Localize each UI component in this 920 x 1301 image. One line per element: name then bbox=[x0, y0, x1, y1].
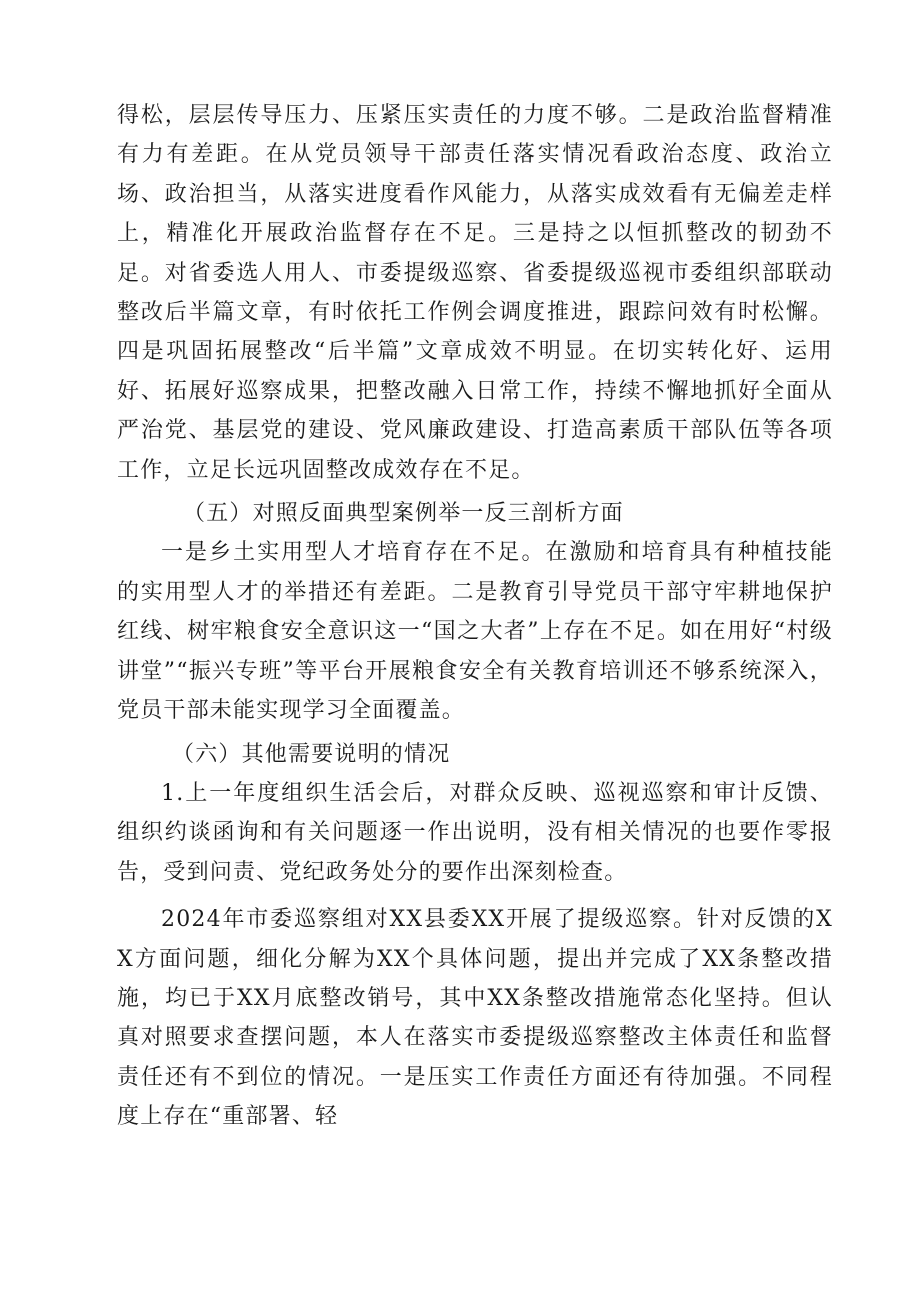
paragraph-inspection-2024: 2024年市委巡察组对XX县委XX开展了提级巡察。针对反馈的XX方面问题，细化分解为XX个具体问题，提出并完成了XX条整改措施，均已于XX月底整改销号，其中XX条整改措施常态化坚持。但认真对照要求查摆问题，本人在落实市委提级巡察整改主体责任和监督责任还有不到位的情况。一是压实工作责任方面还有待加强。不同程度上存在“重部署、轻 bbox=[117, 907, 833, 1130]
paragraph-continued: 得松，层层传导压力、压紧压实责任的力度不够。二是政治监督精准有力有差距。在从党员领导干部责任落实情况看政治态度、政治立场、政治担当，从落实进度看作风能力，从落实成效看有无偏差走样上，精准化开展政治监督存在不足。三是持之以恒抓整改的韧劲不足。对省委选人用人、市委提级巡察、省委提级巡视市委组织部联动整改后半篇文章，有时依托工作例会调度推进，跟踪问效有时松懈。四是巩固拓展整改“后半篇”文章成效不明显。在切实转化好、运用好、拓展好巡察成果，把整改融入日常工作，持续不懈地抓好全面从严治党、基层党的建设、党风廉政建设、打造高素质干部队伍等各项工作，立足长远巩固整改成效存在不足。 bbox=[117, 103, 833, 483]
document-body bbox=[117, 96, 833, 1137]
paragraph-item-one: 1.上一年度组织生活会后，对群众反映、巡视巡察和审计反馈、组织约谈函询和有关问题逐一作出说明，没有相关情况的也要作零报告，受到问责、党纪政务处分的要作出深刻检查。 bbox=[117, 780, 833, 885]
section-heading-six: （六）其他需要说明的情况 bbox=[172, 741, 451, 767]
section-heading-five: （五）对照反面典型案例举一反三剖析方面 bbox=[183, 501, 624, 527]
paragraph-section-five: 一是乡土实用型人才培育存在不足。在激励和培育具有种植技能的实用型人才的举措还有差距。二是教育引导党员干部守牢耕地保护红线、树牢粮食安全意识这一“国之大者”上存在不足。如在用好“村级讲堂”“振兴专班”等平台开展粮食安全有关教育培训还不够系统深入，党员干部未能实现学习全面覆盖。 bbox=[117, 540, 833, 724]
